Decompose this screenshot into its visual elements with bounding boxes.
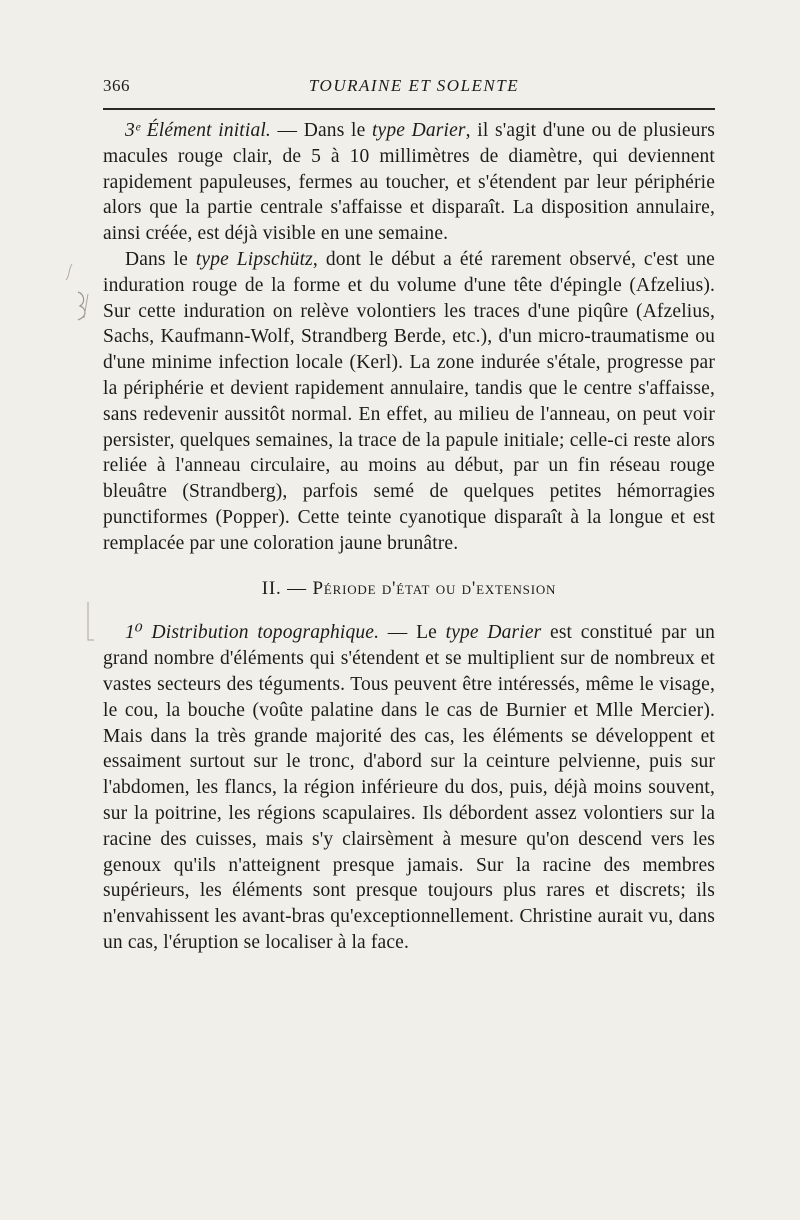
paragraph-lead: 1⁰ Distribution topographique.: [125, 622, 380, 644]
paragraph-distribution: 1⁰ Distribution topographique. — Le type Darier est constitué par un grand nombre d'éléments qui s'étendent et se multiplient sur de nombreux et vastes secteurs des téguments. Tous peuvent être intéressés, même le visage, le cou, la bouche (voûte palatine dans le cas de Burnier et Mlle Mercier). Mais dans la très grande majorité des cas, les éléments se développent et essaiment surtout sur le tronc, d'abord sur la ceinture pelvienne, puis sur l'abdomen, les flancs, la région inférieure du dos, puis, déjà moins souvent, sur la poitrine, les régions scapulaires. Ils débordent assez volontiers sur la racine des cuisses, mais s'y clairsèment à mesure qu'on descend vers les genoux qu'ils n'atteignent presque jamais. Sur la racine des membres supérieurs, les éléments sont presque toujours plus rares et discrets; ils n'envahissent les avant-bras qu'exceptionnellement. Christine aurait vu, dans un cas, l'éruption se localiser à la face.: [103, 622, 715, 953]
paragraph-lead: 3ᵉ Élément initial.: [125, 120, 271, 141]
margin-pencil-mark: [72, 288, 98, 324]
section-heading: II. — Période d'état ou d'extension: [261, 577, 557, 599]
margin-tick-mark: [60, 262, 76, 282]
running-head: TOURAINE ET SOLENTE: [308, 76, 520, 95]
margin-bracket-mark: [80, 600, 96, 646]
paragraph-element-initial: 3ᵉ Élément initial. — Dans le type Darier, il s'agit d'une ou de plusieurs macules rouge clair, de 5 à 10 millimètres de diamètre, qui deviennent rapidement papuleuses, fermes au toucher, et s'étendent par leur périphérie alors que la partie centrale s'affaisse et disparaît. La disposition annulaire, ainsi créée, est déjà visible en une semaine.: [103, 120, 715, 245]
header-rule: [103, 108, 715, 110]
main-text: [103, 118, 715, 956]
page-header: [103, 76, 715, 100]
page-number: 366: [103, 76, 130, 95]
paragraph-type-lipschutz: Dans le type Lipschütz, dont le début a été rarement observé, c'est une induration rouge de la forme et du volume d'une tête d'épingle (Afzelius). Sur cette induration on relève volontiers les traces d'une piqûre (Afzelius, Sachs, Kaufmann-Wolf, Strandberg Berde, etc.), d'un micro-traumatisme ou d'une minime infection locale (Kerl). La zone indurée s'étale, progresse par la périphérie et devient rapidement annulaire, tandis que le centre s'affaisse, sans redevenir aussitôt normal. En effet, au milieu de l'anneau, on peut voir persister, quelques semaines, la trace de la papule initiale; celle-ci reste alors reliée à l'anneau circulaire, au moins au début, par un fin réseau rouge bleuâtre (Strandberg), parfois semé de quelques petites hémorragies punctiformes (Popper). Cette teinte cyanotique disparaît à la longue et est remplacée par une coloration jaune brunâtre.: [103, 248, 715, 554]
